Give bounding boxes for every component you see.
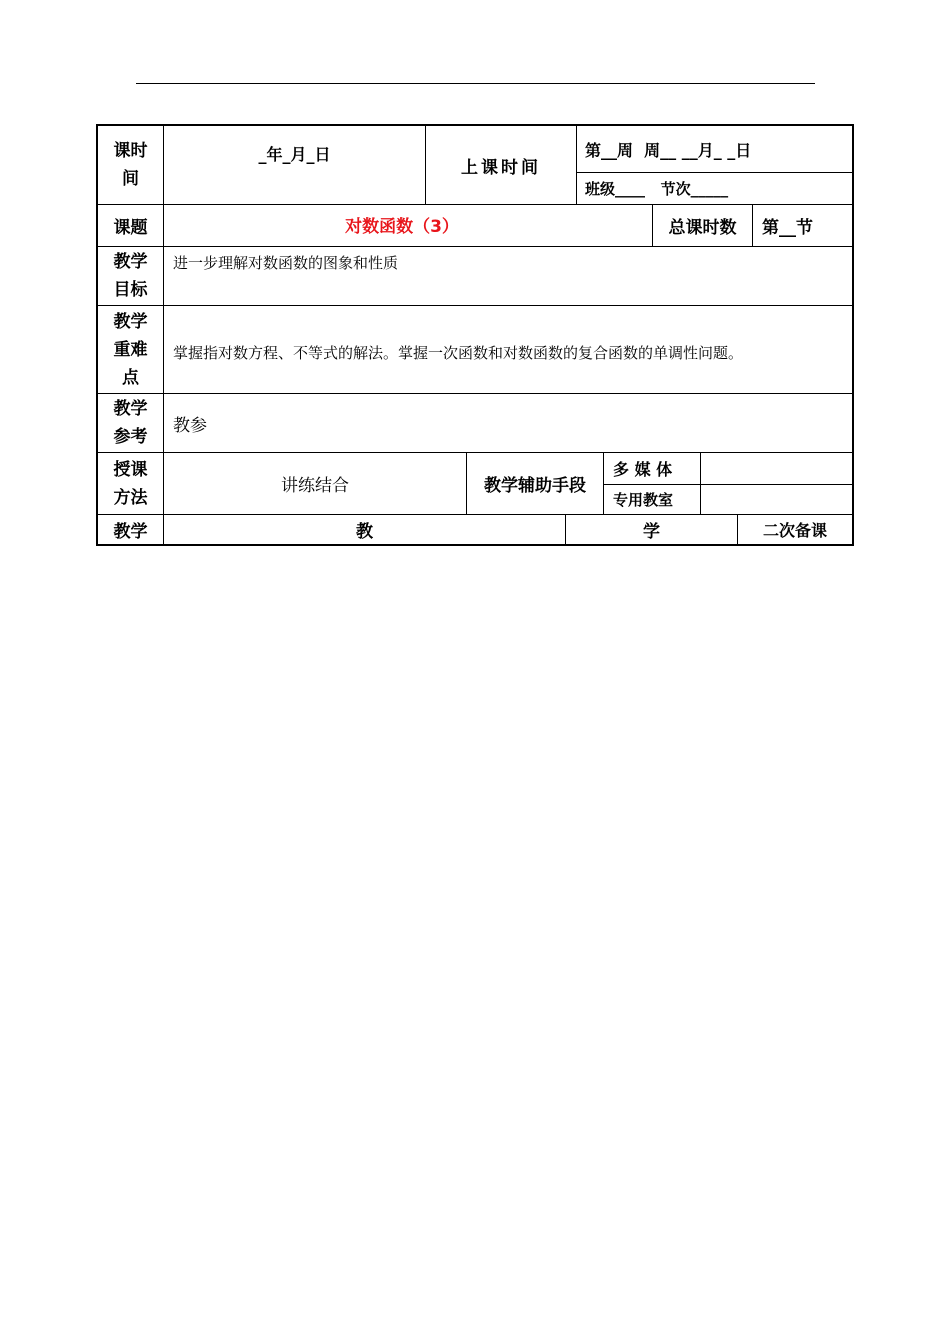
- second-prep-header: [738, 515, 852, 544]
- label-line: 参考: [113, 427, 148, 447]
- lesson-topic: [164, 205, 640, 243]
- label-line: 间: [122, 169, 139, 189]
- reference-text: 教参: [173, 415, 207, 436]
- key-points-label: [98, 306, 163, 393]
- objective-text: 进一步理解对数函数的图象和性质: [173, 253, 399, 272]
- class-time-text: 上课时间: [461, 157, 541, 178]
- label-line: 教学: [113, 252, 148, 272]
- learn-text: 学: [643, 522, 660, 542]
- multimedia-text: 多 媒 体: [613, 460, 673, 479]
- classroom-text: 专用教室: [613, 491, 674, 509]
- label-line: 授课: [113, 459, 148, 480]
- date-field: [164, 126, 425, 180]
- class-time-header: [426, 126, 576, 204]
- reference-content: [173, 394, 843, 452]
- label-line: 教学: [113, 311, 148, 332]
- teaching-method-text: 讲练结合: [281, 476, 349, 496]
- section-field: [762, 205, 852, 246]
- teach-column-header: [164, 515, 565, 544]
- key-points-content: [173, 306, 843, 399]
- week-field: [585, 126, 852, 172]
- class-period-field: [585, 173, 852, 204]
- multimedia-value: [701, 453, 852, 484]
- teaching-aids-text: 教学辅助手段: [484, 476, 586, 496]
- lesson-topic-text: 对数函数（3）: [345, 216, 459, 237]
- teaching-label-text: 教学: [113, 522, 148, 542]
- header-rule: [136, 83, 815, 84]
- total-hours-text: 总课时数: [668, 218, 737, 238]
- teach-text: 教: [356, 522, 373, 542]
- method-label: [98, 453, 163, 514]
- key-points-text: 掌握指对数方程、不等式的解法。掌握一次函数和对数函数的复合函数的单调性问题。: [173, 344, 744, 362]
- label-line: 点: [122, 367, 139, 388]
- section-text: 第__节: [762, 218, 813, 238]
- objective-label: [98, 247, 163, 305]
- label-line: 方法: [113, 487, 148, 508]
- label-line: 教学: [113, 399, 148, 419]
- second-prep-text: 二次备课: [762, 521, 827, 540]
- label-line: 课时: [113, 141, 148, 161]
- label-line: 重难: [113, 339, 148, 360]
- multimedia-label: [613, 453, 700, 484]
- teaching-method: [164, 453, 466, 514]
- classroom-label: [613, 485, 700, 514]
- teaching-label: [98, 515, 163, 544]
- class-period-text: 班级____ 节次_____: [585, 180, 729, 198]
- week-text: 第__周 周__ __月_ _日: [585, 140, 752, 160]
- topic-label: [98, 205, 163, 246]
- objective-content: [173, 249, 843, 275]
- class-time-label: [98, 126, 163, 204]
- learn-column-header: [566, 515, 737, 544]
- date-text: _年_月_日: [258, 144, 331, 164]
- total-hours-label: [653, 205, 752, 246]
- teaching-aids-label: [467, 453, 603, 514]
- label-line: 目标: [113, 280, 148, 300]
- reference-label: [98, 394, 163, 452]
- classroom-value: [701, 485, 852, 514]
- topic-label-text: 课题: [113, 218, 148, 238]
